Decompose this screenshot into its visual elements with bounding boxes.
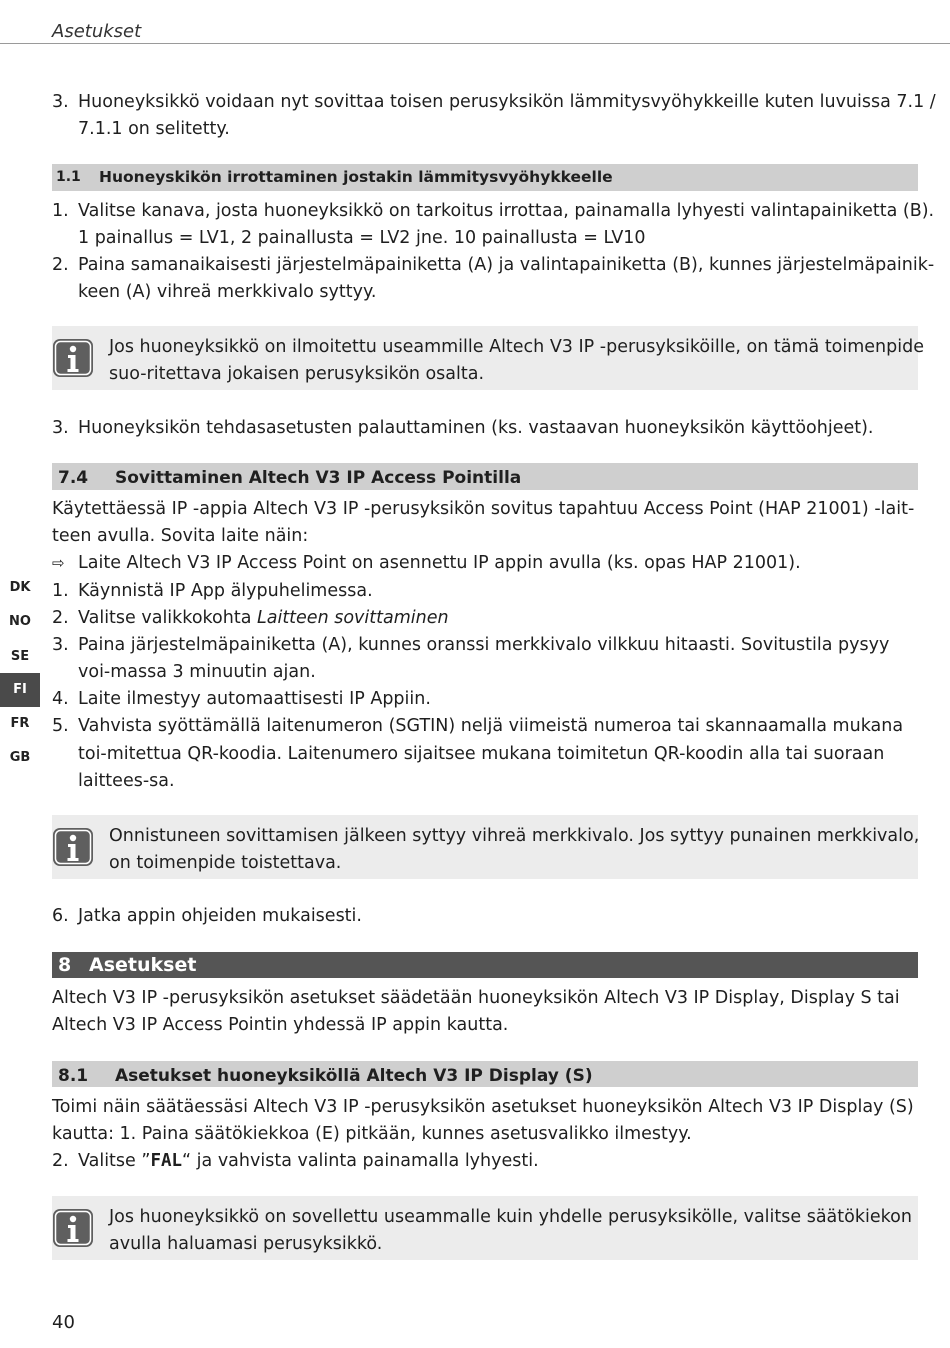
paragraph-continued: teen avulla. Sovita laite näin: bbox=[52, 526, 309, 546]
step-number: 4. bbox=[52, 689, 69, 709]
step-text-continued: keen (A) vihreä merkkivalo syttyy. bbox=[78, 282, 377, 302]
info-note bbox=[52, 326, 924, 390]
language-tab-fi[interactable]: FI bbox=[0, 673, 40, 707]
step-text: Paina järjestelmäpainiketta (A), kunnes oranssi merkkivalo vilkkuu hitaasti. Sovitustila pysyy bbox=[78, 635, 890, 655]
info-note bbox=[52, 1196, 918, 1260]
step-text-plain: Valitse valikkokohta bbox=[78, 608, 257, 628]
step-text: Vahvista syöttämällä laitenumeron (SGTIN) neljä viimeistä numeroa tai skannaamalla mukana bbox=[78, 716, 904, 736]
prerequisite-text: Laite Altech V3 IP Access Point on asennettu IP appin avulla (ks. opas HAP 21001). bbox=[78, 553, 801, 573]
section-title: Asetukset huoneyksiköllä Altech V3 IP Display (S) bbox=[115, 1066, 593, 1086]
step-number: 3. bbox=[52, 635, 69, 655]
chapter-number: 8 bbox=[58, 954, 72, 976]
step-text: Laite ilmestyy automaattisesti IP Appiin. bbox=[78, 689, 431, 709]
section-heading-bar bbox=[52, 1061, 918, 1087]
paragraph-continued: kautta: 1. Paina säätökiekkoa (E) pitkään, kunnes asetusvalikko ilmestyy. bbox=[52, 1124, 692, 1144]
chapter-title: Asetukset bbox=[89, 954, 197, 976]
step-text bbox=[78, 1148, 539, 1175]
paragraph: Altech V3 IP -perusyksikön asetukset säädetään huoneyksikön Altech V3 IP Display, Display S tai bbox=[52, 988, 900, 1008]
step-text bbox=[78, 605, 449, 632]
step-number: 2. bbox=[52, 1151, 69, 1171]
section-title: Huoneyskikön irrottaminen jostakin lämmitysvyöhykkeelle bbox=[99, 168, 613, 186]
menu-item-reference: Laitteen sovittaminen bbox=[256, 608, 449, 628]
info-icon bbox=[52, 827, 94, 867]
step-text: Huoneyksikön tehdasasetusten palauttaminen (ks. vastaavan huoneyksikön käyttöohjeet). bbox=[78, 418, 874, 438]
section-number: 8.1 bbox=[58, 1066, 89, 1086]
step-number: 1. bbox=[52, 201, 69, 221]
section-title: Sovittaminen Altech V3 IP Access Pointilla bbox=[115, 468, 522, 488]
language-tab-fr[interactable]: FR bbox=[10, 716, 30, 731]
step-text: Käynnistä IP App älypuhelimessa. bbox=[78, 581, 373, 601]
page-number: 40 bbox=[52, 1312, 75, 1333]
step-text-continued: laittees-sa. bbox=[78, 771, 175, 791]
info-note bbox=[52, 815, 918, 879]
section-heading-bar bbox=[52, 463, 918, 490]
section-number: 7.4 bbox=[58, 468, 89, 488]
note-text: Jos huoneyksikkö on ilmoitettu useammille Altech V3 IP -perusyksiköille, on tämä toimenpide bbox=[109, 337, 924, 357]
step-text-continued: voi-massa 3 minuutin ajan. bbox=[78, 662, 316, 682]
chapter-heading-bar bbox=[52, 952, 918, 978]
note-text: Onnistuneen sovittamisen jälkeen syttyy vihreä merkkivalo. Jos syttyy punainen merkkivalo, bbox=[109, 826, 920, 846]
section-number: 1.1 bbox=[56, 169, 81, 185]
info-icon bbox=[52, 338, 94, 378]
paragraph: Käytettäessä IP -appia Altech V3 IP -perusyksikön sovitus tapahtuu Access Point (HAP 21001) -lait- bbox=[52, 499, 915, 519]
step-text: Paina samanaikaisesti järjestelmäpainiketta (A) ja valintapainiketta (B), kunnes järjestelmäpainik- bbox=[78, 255, 935, 275]
step-number: 1. bbox=[52, 581, 69, 601]
step-text: Jatka appin ohjeiden mukaisesti. bbox=[78, 906, 362, 926]
step-text-plain: Valitse ” bbox=[78, 1151, 151, 1171]
step-text-continued: 7.1.1 on selitetty. bbox=[78, 119, 230, 139]
arrow-right-icon: ⇨ bbox=[52, 554, 65, 572]
display-code: FAL bbox=[150, 1151, 183, 1171]
note-text-continued: on toimenpide toistettava. bbox=[109, 853, 342, 873]
step-number: 3. bbox=[52, 92, 69, 112]
step-number: 2. bbox=[52, 255, 69, 275]
language-tab-gb[interactable]: GB bbox=[9, 750, 31, 765]
language-tab-no[interactable]: NO bbox=[9, 614, 31, 629]
note-text: Jos huoneyksikkö on sovellettu useammalle kuin yhdelle perusyksikölle, valitse säätökiekon bbox=[109, 1207, 912, 1227]
step-number: 2. bbox=[52, 608, 69, 628]
language-tab-dk[interactable]: DK bbox=[9, 580, 31, 595]
note-text-continued: avulla haluamasi perusyksikkö. bbox=[109, 1234, 383, 1254]
step-number: 3. bbox=[52, 418, 69, 438]
note-text-continued: suo-ritettava jokaisen perusyksikön osalta. bbox=[109, 364, 485, 384]
step-text-continued: 1 painallus = LV1, 2 painallusta = LV2 jne. 10 painallusta = LV10 bbox=[78, 228, 646, 248]
language-tab-se[interactable]: SE bbox=[10, 649, 30, 664]
step-number: 5. bbox=[52, 716, 69, 736]
step-text-plain: “ ja vahvista valinta painamalla lyhyesti. bbox=[182, 1151, 539, 1171]
step-text: Huoneyksikkö voidaan nyt sovittaa toisen perusyksikön lämmitysvyöhykkeille kuten luvuissa 7.1 / bbox=[78, 92, 936, 112]
header-divider bbox=[0, 43, 950, 44]
info-icon bbox=[52, 1208, 94, 1248]
step-number: 6. bbox=[52, 906, 69, 926]
running-header: Asetukset bbox=[52, 21, 142, 42]
step-text-continued: toi-mitettua QR-koodia. Laitenumero sijaitsee mukana toimitetun QR-koodin alla tai suoraan bbox=[78, 744, 885, 764]
step-text: Valitse kanava, josta huoneyksikkö on tarkoitus irrottaa, painamalla lyhyesti valintapainiketta (B). bbox=[78, 201, 935, 221]
paragraph-continued: Altech V3 IP Access Pointin yhdessä IP appin kautta. bbox=[52, 1015, 509, 1035]
paragraph: Toimi näin säätäessäsi Altech V3 IP -perusyksikön asetukset huoneyksikön Altech V3 IP Display (S) bbox=[52, 1097, 914, 1117]
section-heading-bar bbox=[52, 164, 918, 191]
